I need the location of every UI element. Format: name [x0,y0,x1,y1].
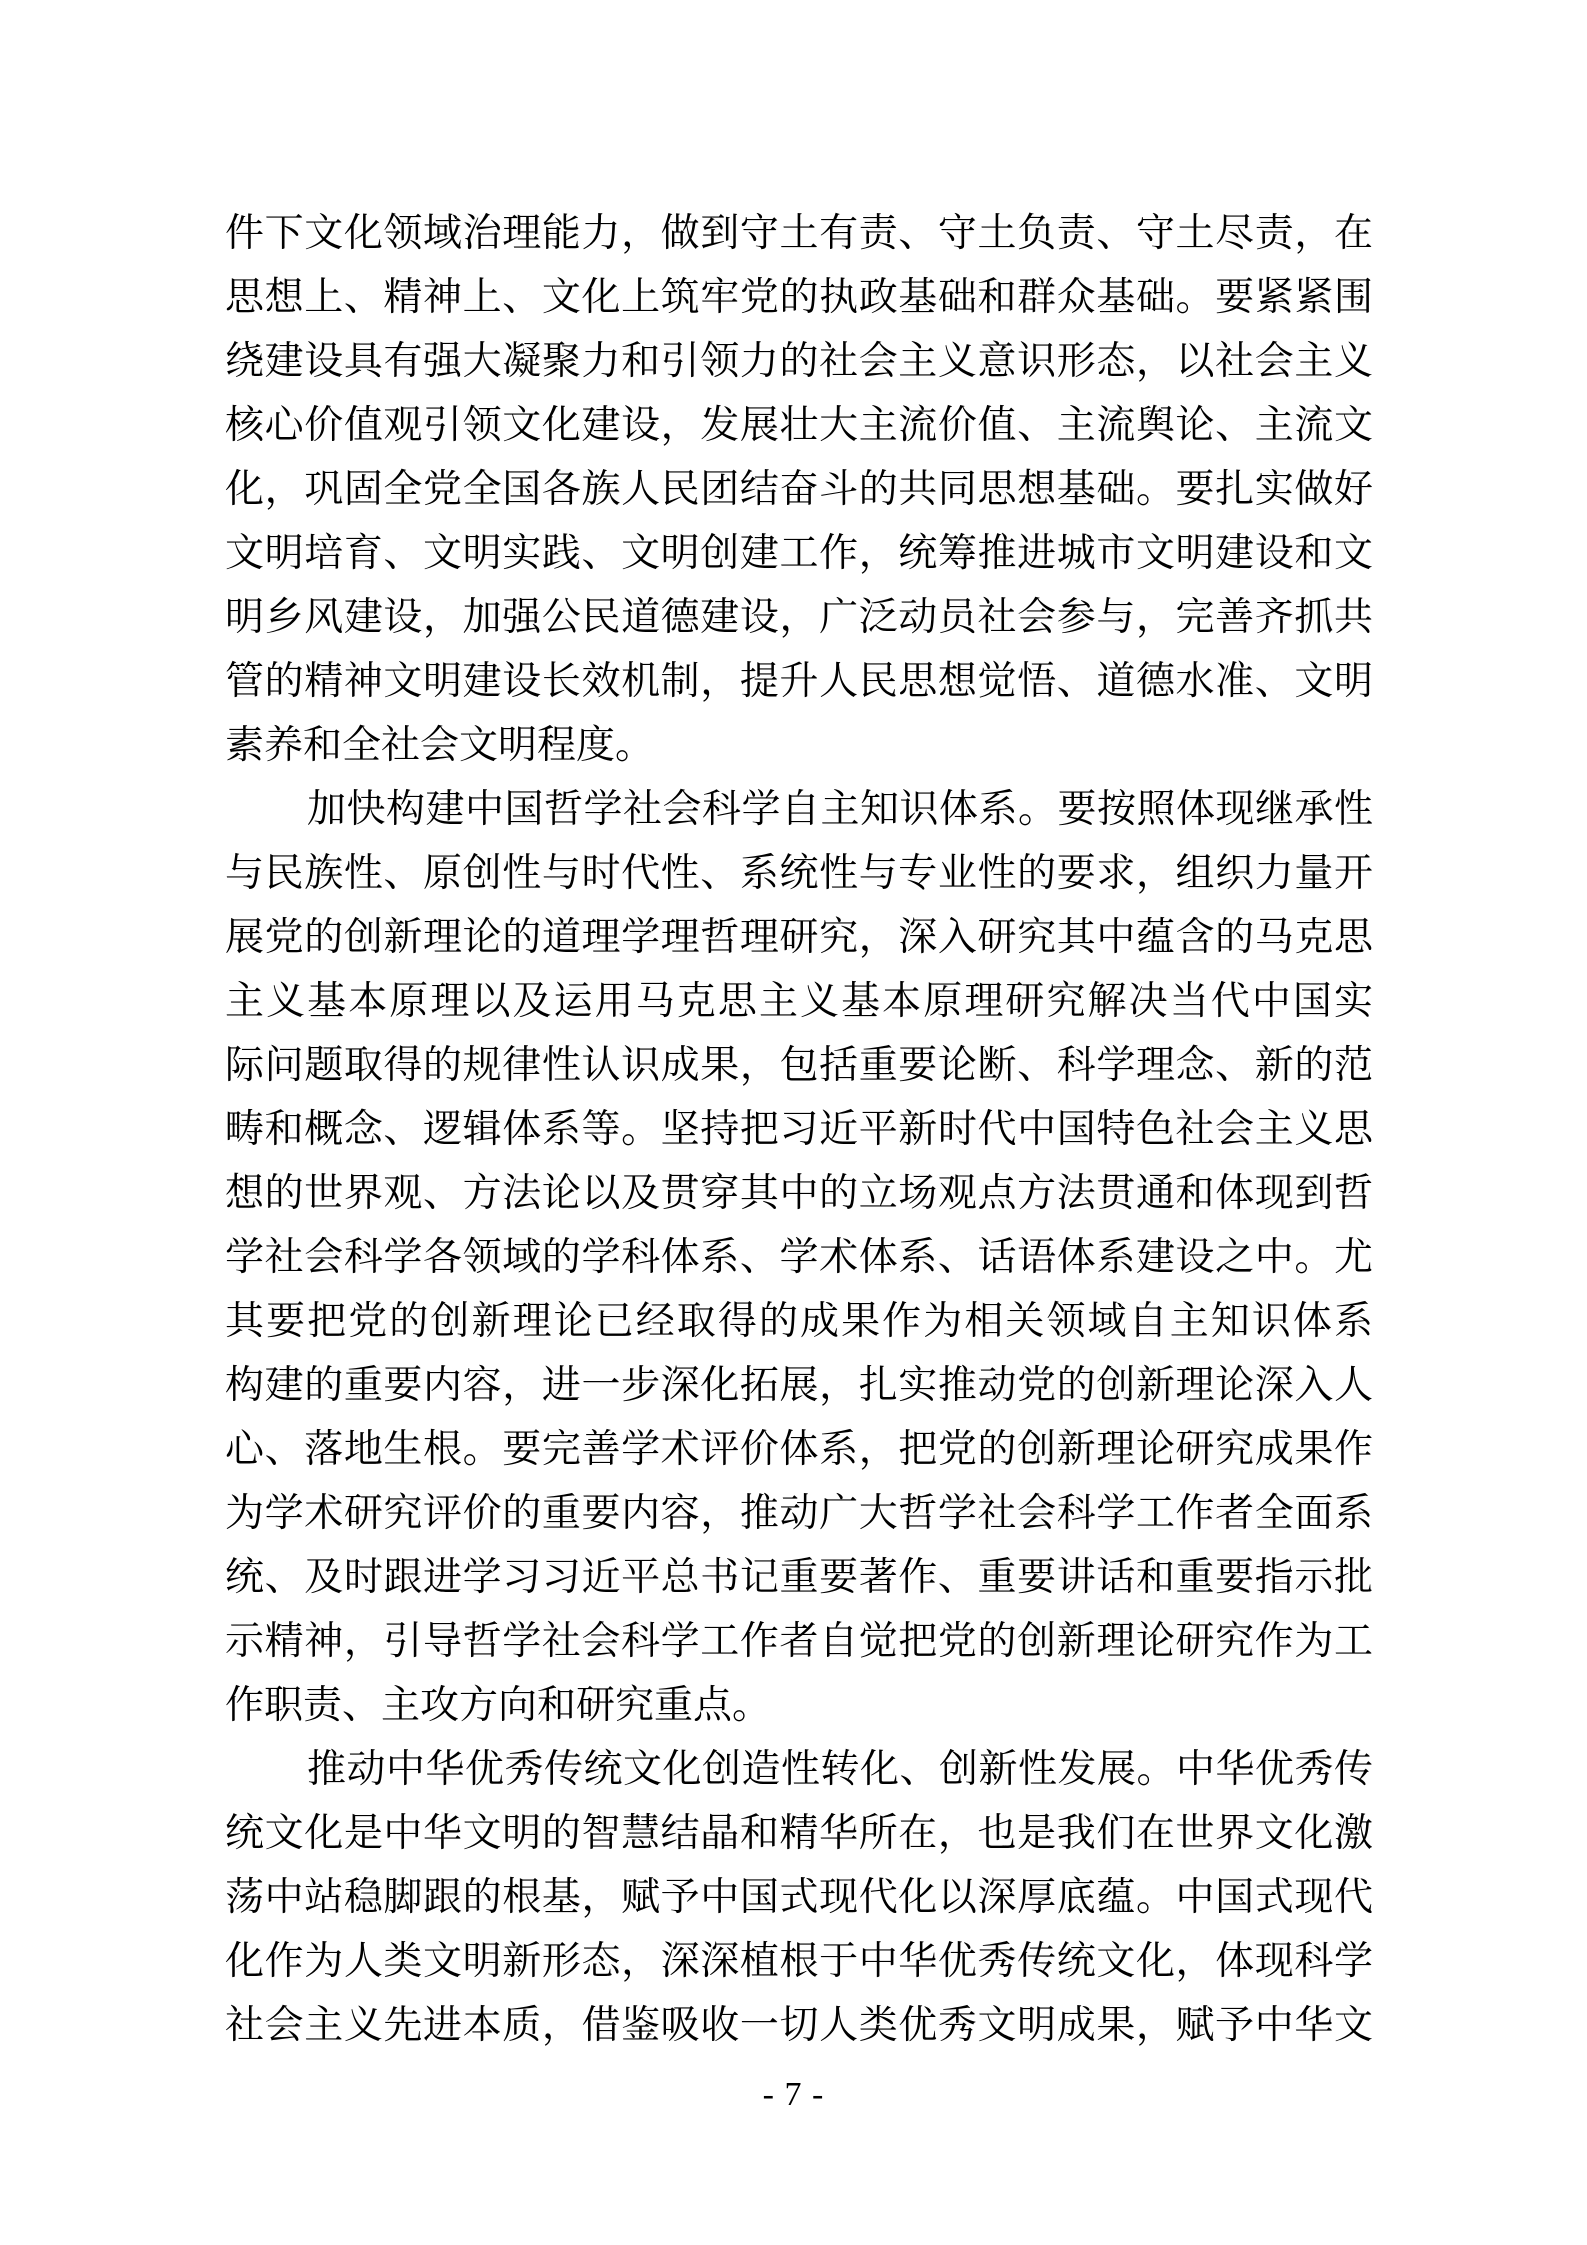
document-body [225,202,1373,2058]
text-line: 际问题取得的规律性认识成果，包括重要论断、科学理念、新的范 [225,1044,1373,1087]
text-line: 思想上、精神上、文化上筑牢党的执政基础和群众基础。要紧紧围 [225,276,1373,319]
text-line: 想的世界观、方法论以及贯穿其中的立场观点方法贯通和体现到哲 [225,1172,1373,1215]
text-line: 件下文化领域治理能力，做到守土有责、守土负责、守土尽责，在 [225,212,1373,255]
text-line: 绕建设具有强大凝聚力和引领力的社会主义意识形态，以社会主义 [225,340,1373,383]
text-line: 素养和全社会文明程度。 [225,724,655,767]
text-line: 学社会科学各领域的学科体系、学术体系、话语体系建设之中。尤 [225,1236,1373,1279]
text-line: 畴和概念、逻辑体系等。坚持把习近平新时代中国特色社会主义思 [225,1108,1373,1151]
text-line: 统文化是中华文明的智慧结晶和精华所在，也是我们在世界文化激 [225,1812,1373,1855]
text-line: 与民族性、原创性与时代性、系统性与专业性的要求，组织力量开 [225,852,1373,895]
text-line: 作职责、主攻方向和研究重点。 [225,1684,772,1727]
text-line: 推动中华优秀传统文化创造性转化、创新性发展。中华优秀传 [307,1748,1373,1791]
text-line: 核心价值观引领文化建设，发展壮大主流价值、主流舆论、主流文 [225,404,1373,447]
text-line: 为学术研究评价的重要内容，推动广大哲学社会科学工作者全面系 [225,1492,1373,1535]
text-line: 示精神，引导哲学社会科学工作者自觉把党的创新理论研究作为工 [225,1620,1373,1663]
text-line: 明乡风建设，加强公民道德建设，广泛动员社会参与，完善齐抓共 [225,596,1373,639]
page-number: - 7 - [762,2076,825,2113]
text-line: 心、落地生根。要完善学术评价体系，把党的创新理论研究成果作 [225,1428,1373,1471]
text-line: 其要把党的创新理论已经取得的成果作为相关领域自主知识体系 [225,1300,1373,1343]
text-line: 管的精神文明建设长效机制，提升人民思想觉悟、道德水准、文明 [225,660,1373,703]
text-line: 文明培育、文明实践、文明创建工作，统筹推进城市文明建设和文 [225,532,1373,575]
text-line: 荡中站稳脚跟的根基，赋予中国式现代化以深厚底蕴。中国式现代 [225,1876,1373,1919]
text-line: 化，巩固全党全国各族人民团结奋斗的共同思想基础。要扎实做好 [225,468,1373,511]
text-line: 统、及时跟进学习习近平总书记重要著作、重要讲话和重要指示批 [225,1556,1373,1599]
text-line: 展党的创新理论的道理学理哲理研究，深入研究其中蕴含的马克思 [225,916,1373,959]
text-line: 化作为人类文明新形态，深深植根于中华优秀传统文化，体现科学 [225,1940,1373,1983]
text-line: 主义基本原理以及运用马克思主义基本原理研究解决当代中国实 [225,980,1373,1023]
text-line: 加快构建中国哲学社会科学自主知识体系。要按照体现继承性 [307,788,1373,831]
text-line: 构建的重要内容，进一步深化拓展，扎实推动党的创新理论深入人 [225,1364,1373,1407]
text-line: 社会主义先进本质，借鉴吸收一切人类优秀文明成果，赋予中华文 [225,2004,1373,2047]
